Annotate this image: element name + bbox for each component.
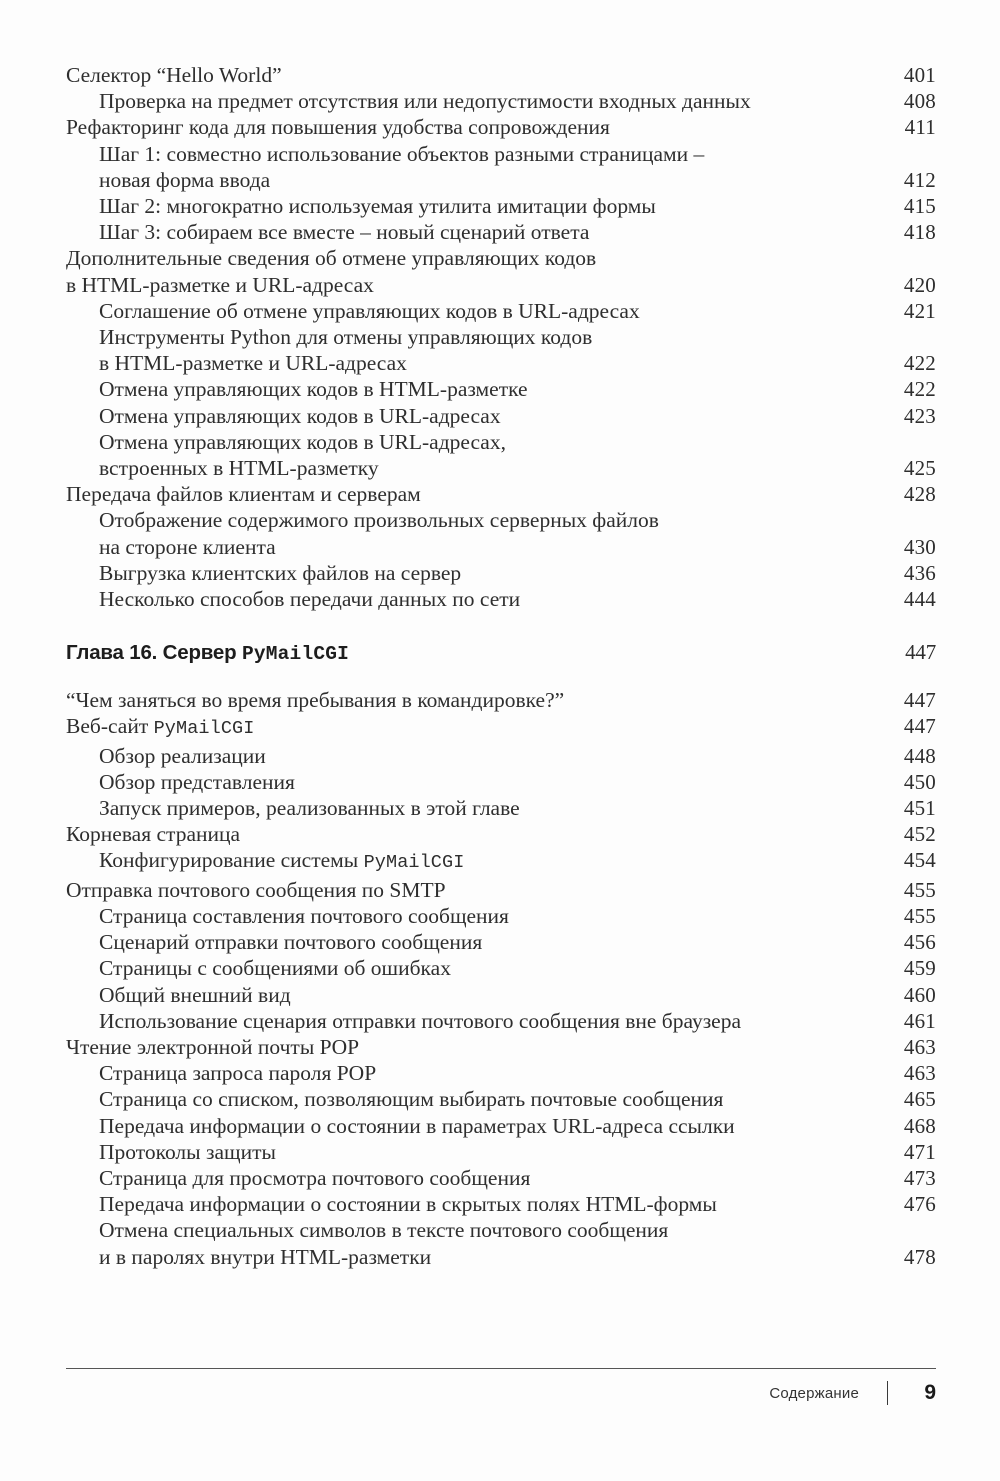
toc-entry-page: 447 xyxy=(903,714,936,739)
toc-entry-title xyxy=(99,847,464,876)
chapter-heading-text xyxy=(66,641,349,665)
toc-entry-page: 478 xyxy=(903,1244,936,1269)
toc-entry-page: 451 xyxy=(903,796,936,821)
toc-entry-line[interactable]: Шаг 1: совместно использование объектов разными страницами – xyxy=(99,141,705,166)
chapter-heading-page: 447 xyxy=(905,640,936,665)
toc-entry[interactable] xyxy=(66,1008,936,1034)
footer-separator xyxy=(887,1381,888,1405)
toc-entry[interactable] xyxy=(66,929,936,955)
toc-entry-page: 422 xyxy=(903,377,936,402)
toc-entry[interactable] xyxy=(66,1113,936,1139)
toc-entry-title: Страницы с сообщениями об ошибках xyxy=(99,956,451,981)
toc-entry-title: Обзор представления xyxy=(99,769,295,794)
toc-entry-page: 430 xyxy=(903,534,936,559)
toc-entry-title: в HTML-разметке и URL-адресах xyxy=(66,272,374,297)
toc-entry-title-prefix: Веб-сайт xyxy=(66,714,154,739)
toc-entry-page: 455 xyxy=(903,877,936,902)
toc-entry-title: Шаг 2: многократно используемая утилита имитации формы xyxy=(99,194,656,219)
toc-entry[interactable] xyxy=(66,1086,936,1112)
toc-entry[interactable] xyxy=(66,687,936,713)
toc-entry[interactable] xyxy=(66,1165,936,1191)
toc-entry-page: 476 xyxy=(903,1192,936,1217)
footer-page-number: 9 xyxy=(924,1381,936,1404)
toc-entry[interactable] xyxy=(66,713,936,742)
toc-entry-title: Чтение электронной почты POP xyxy=(66,1034,360,1059)
toc-entry[interactable] xyxy=(66,1034,936,1060)
toc-entry[interactable] xyxy=(66,847,936,876)
toc-entry-page: 455 xyxy=(903,903,936,928)
toc-entry-page: 468 xyxy=(903,1113,936,1138)
toc-entry-title: Протоколы защиты xyxy=(99,1139,276,1164)
toc-entry[interactable] xyxy=(66,376,936,402)
toc-entry-line[interactable]: Дополнительные сведения об отмене управляющих кодов xyxy=(66,246,597,271)
toc-entry-page: 415 xyxy=(903,194,936,219)
toc-entry-page: 473 xyxy=(903,1165,936,1190)
toc-entry-page: 463 xyxy=(903,1061,936,1086)
page-footer xyxy=(66,1381,936,1405)
toc-entry-title: Отмена управляющих кодов в HTML-разметке xyxy=(99,377,528,402)
toc-entry-page: 428 xyxy=(903,482,936,507)
toc-entry[interactable] xyxy=(66,534,936,560)
toc-entry-title: и в паролях внутри HTML-разметки xyxy=(99,1244,432,1269)
toc-entry[interactable] xyxy=(66,955,936,981)
toc-entry-page: 452 xyxy=(903,822,936,847)
toc-entry[interactable] xyxy=(66,982,936,1008)
chapter-heading-prefix: Глава 16. Сервер xyxy=(66,641,242,665)
toc-entry-page: 425 xyxy=(903,456,936,481)
toc-entry-title: новая форма ввода xyxy=(99,167,271,192)
toc-entry[interactable] xyxy=(66,62,936,88)
toc-entry[interactable] xyxy=(66,481,936,507)
footer-section-label: Содержание xyxy=(769,1384,859,1402)
toc-entry[interactable] xyxy=(66,167,936,193)
toc-entry-page: 420 xyxy=(903,272,936,297)
toc-entry-title: Сценарий отправки почтового сообщения xyxy=(99,930,483,955)
toc-entry-title: Соглашение об отмене управляющих кодов в URL-адресах xyxy=(99,298,640,323)
table-of-contents xyxy=(66,62,936,1270)
toc-entry[interactable] xyxy=(66,1139,936,1165)
toc-entry-page: 401 xyxy=(903,63,936,87)
toc-entry-title: Отправка почтового сообщения по SMTP xyxy=(66,877,446,902)
toc-entry[interactable] xyxy=(66,272,936,298)
toc-entry[interactable] xyxy=(66,769,936,795)
toc-entry-title: “Чем заняться во время пребывания в командировке?” xyxy=(66,688,565,713)
toc-entry-page: 423 xyxy=(903,403,936,428)
toc-entry-title: в HTML-разметке и URL-адресах xyxy=(99,351,407,376)
toc-entry-title: Страница запроса пароля POP xyxy=(99,1061,377,1086)
toc-entry-page: 408 xyxy=(903,89,936,114)
toc-entry-page: 447 xyxy=(903,688,936,713)
toc-entry[interactable] xyxy=(66,403,936,429)
toc-entry[interactable] xyxy=(66,877,936,903)
toc-entry-title: Шаг 3: собираем все вместе – новый сценарий ответа xyxy=(99,220,590,245)
toc-entry-page: 421 xyxy=(903,298,936,323)
toc-entry-page: 461 xyxy=(903,1008,936,1033)
toc-entry-page: 444 xyxy=(903,587,936,612)
chapter-heading-mono: PyMailCGI xyxy=(241,643,350,666)
toc-entry-title-prefix: Конфигурирование системы xyxy=(99,848,364,873)
toc-entry-page: 459 xyxy=(903,956,936,981)
toc-entry-title: Корневая страница xyxy=(66,822,241,847)
toc-entry-title-mono: PyMailCGI xyxy=(363,852,465,874)
toc-entry[interactable] xyxy=(66,821,936,847)
toc-entry-title: Рефакторинг кода для повышения удобства сопровождения xyxy=(66,115,610,140)
toc-section-chapter16 xyxy=(66,687,936,1269)
toc-entry-page: 465 xyxy=(903,1087,936,1112)
toc-entry[interactable] xyxy=(66,88,936,114)
toc-entry-page: 463 xyxy=(903,1034,936,1059)
toc-entry[interactable] xyxy=(66,1191,936,1217)
toc-entry-title: Отмена управляющих кодов в URL-адресах xyxy=(99,403,501,428)
toc-entry-title xyxy=(66,713,254,742)
chapter-heading[interactable] xyxy=(66,640,936,665)
toc-entry[interactable] xyxy=(66,743,936,769)
toc-entry[interactable] xyxy=(66,298,936,324)
spacer-before-chapter xyxy=(66,612,936,640)
toc-entry-line[interactable]: Отмена управляющих кодов в URL-адресах, xyxy=(99,429,506,454)
spacer-after-chapter xyxy=(66,665,936,687)
toc-entry-title: встроенных в HTML-разметку xyxy=(99,456,379,481)
toc-entry-title: Запуск примеров, реализованных в этой главе xyxy=(99,796,520,821)
toc-entry-title: Несколько способов передачи данных по сети xyxy=(99,587,521,612)
toc-entry-title: Выгрузка клиентских файлов на сервер xyxy=(99,560,462,585)
toc-entry-page: 454 xyxy=(903,848,936,873)
toc-entry-page: 450 xyxy=(903,769,936,794)
toc-entry-title-mono: PyMailCGI xyxy=(153,718,255,740)
toc-entry-title: Передача информации о состоянии в параметрах URL-адреса ссылки xyxy=(99,1113,735,1138)
toc-entry-title: Передача файлов клиентам и серверам xyxy=(66,482,421,507)
toc-entry[interactable] xyxy=(66,455,936,481)
toc-entry[interactable] xyxy=(66,586,936,612)
toc-entry-page: 448 xyxy=(903,743,936,768)
toc-entry-page: 471 xyxy=(903,1139,936,1164)
footer-divider xyxy=(66,1368,936,1369)
toc-entry-title: Обзор реализации xyxy=(99,743,266,768)
toc-entry-title: Общий внешний вид xyxy=(99,982,291,1007)
toc-entry-page: 460 xyxy=(903,982,936,1007)
toc-entry-title: на стороне клиента xyxy=(99,534,276,559)
toc-entry[interactable] xyxy=(66,560,936,586)
toc-entry-line[interactable]: Отмена специальных символов в тексте почтового сообщения xyxy=(99,1218,669,1243)
toc-entry-page: 418 xyxy=(903,220,936,245)
toc-entry[interactable] xyxy=(66,350,936,376)
toc-entry-title: Страница со списком, позволяющим выбирать почтовые сообщения xyxy=(99,1087,724,1112)
toc-entry-page: 456 xyxy=(903,930,936,955)
toc-entry[interactable] xyxy=(66,114,936,140)
toc-entry-page: 422 xyxy=(903,351,936,376)
toc-entry-title: Использование сценария отправки почтового сообщения вне браузера xyxy=(99,1008,742,1033)
toc-entry-page: 436 xyxy=(903,560,936,585)
toc-entry[interactable] xyxy=(66,903,936,929)
toc-entry[interactable] xyxy=(66,795,936,821)
toc-entry-title: Страница составления почтового сообщения xyxy=(99,903,509,928)
toc-entry-line[interactable]: Отображение содержимого произвольных серверных файлов xyxy=(99,508,659,533)
toc-entry[interactable] xyxy=(66,219,936,245)
toc-section-chapter15-tail xyxy=(66,62,936,612)
toc-entry[interactable] xyxy=(66,1244,936,1270)
toc-entry[interactable] xyxy=(66,193,936,219)
toc-entry-title: Передача информации о состоянии в скрытых полях HTML-формы xyxy=(99,1192,717,1217)
toc-entry-page: 411 xyxy=(904,115,936,140)
toc-entry-title: Страница для просмотра почтового сообщения xyxy=(99,1165,531,1190)
toc-entry-title: Селектор “Hello World” xyxy=(66,63,282,87)
toc-entry-line[interactable]: Инструменты Python для отмены управляющих кодов xyxy=(99,325,593,350)
toc-entry-page: 412 xyxy=(903,167,936,192)
toc-entry[interactable] xyxy=(66,1060,936,1086)
toc-entry-title: Проверка на предмет отсутствия или недопустимости входных данных xyxy=(99,89,751,114)
